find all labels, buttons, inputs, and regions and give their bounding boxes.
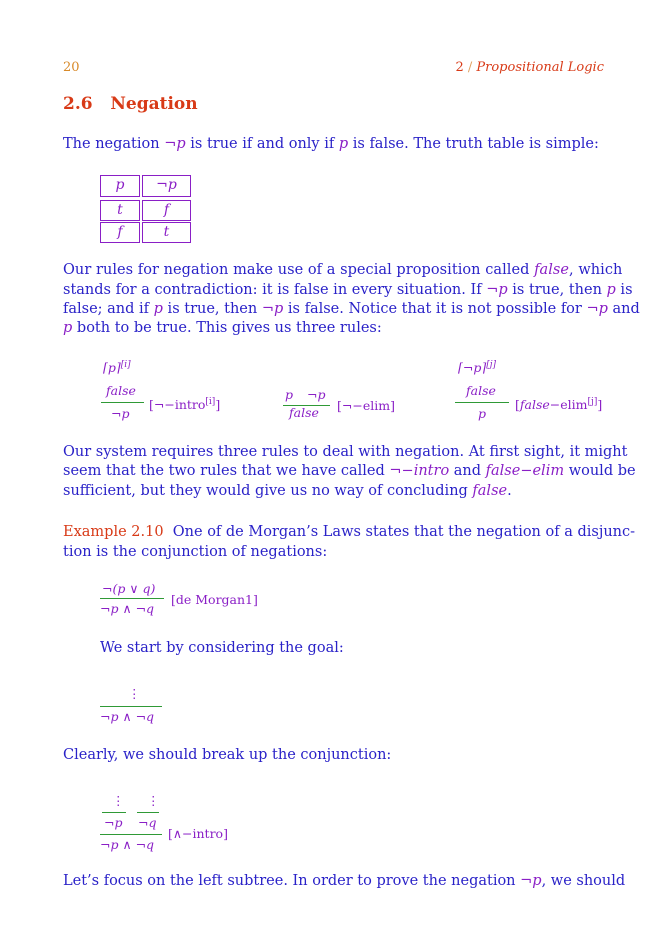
table-cell: t: [142, 222, 191, 243]
text-line: Example 2.10 One of de Morgan’s Laws states that the negation of a disjunc-: [63, 524, 636, 540]
math-p: p: [153, 301, 163, 317]
running-header: [455, 60, 604, 75]
inference-line: [100, 706, 162, 707]
inference-line: [100, 834, 162, 835]
table-cell: t: [100, 200, 140, 221]
table-cell: f: [100, 222, 140, 243]
text-line: [63, 262, 622, 278]
table-header-neg-p: ¬p: [142, 175, 191, 197]
right-premise: ¬q: [138, 815, 157, 830]
section-heading: [63, 94, 198, 114]
table-header-p: p: [100, 175, 140, 197]
rule-premise: false: [106, 383, 136, 398]
text-line: sufficient, but they would give us no way of concluding false.: [63, 483, 512, 499]
text-line: seem that the two rules that we have called ¬−intro and false−elim would be: [63, 463, 636, 479]
rule-premise-right: ¬p: [307, 387, 326, 402]
rule-conclusion: ¬p: [111, 406, 130, 421]
text-line: [63, 320, 382, 336]
law-label: [de Morgan1]: [171, 592, 258, 607]
text-line: tion is the conjunction of negations:: [63, 544, 328, 560]
inference-line: [100, 598, 164, 599]
law-conclusion: ¬p ∧ ¬q: [100, 601, 155, 616]
page-number: 20: [63, 60, 80, 75]
rule-premise-left: p: [285, 387, 294, 402]
rule-label: [¬−elim]: [337, 398, 395, 413]
header-slash: /: [467, 60, 473, 75]
text-line: Our system requires three rules to deal with negation. At first sight, it might: [63, 444, 628, 460]
inference-line: [102, 812, 126, 813]
paragraph-intro: [63, 136, 599, 152]
law-premise: ¬(p ∨ q): [102, 581, 156, 596]
math-p: p: [338, 136, 349, 152]
text-line: Let’s focus on the left subtree. In order to prove the negation ¬p, we should: [63, 873, 626, 889]
text: is true if and only if: [185, 136, 339, 152]
inference-line: [101, 402, 144, 403]
text: both to be true. This gives us three rules:: [72, 320, 382, 336]
text: is false. Notice that it is not possible for: [283, 301, 587, 317]
inference-line: [455, 402, 509, 403]
text: stands for a contradiction: it is false in every situation. If: [63, 282, 487, 298]
table-cell: f: [142, 200, 191, 221]
math-p: p: [63, 320, 73, 336]
rule-conclusion: false: [289, 405, 319, 420]
math-neg-p: ¬p: [164, 136, 186, 152]
section-number: 2.6: [63, 94, 93, 114]
text-line: [63, 282, 633, 298]
math-p: p: [606, 282, 616, 298]
text: Our rules for negation make use of a special proposition called: [63, 262, 535, 278]
chapter-number: 2: [455, 60, 464, 75]
conj-label: [∧−intro]: [168, 826, 228, 841]
goal-conclusion: ¬p ∧ ¬q: [100, 709, 155, 724]
text: is true, then: [162, 301, 262, 317]
rule-assumption: ⌈¬p⌉[j]: [458, 360, 497, 376]
text: is: [615, 282, 633, 298]
chapter-title: Propositional Logic: [476, 60, 604, 75]
rule-conclusion: p: [478, 406, 487, 421]
text-line: [63, 301, 640, 317]
text: , which: [569, 262, 623, 278]
math-neg-p: ¬p: [261, 301, 284, 317]
inference-line: [137, 812, 159, 813]
rule-premise: false: [466, 383, 496, 398]
left-premise: ¬p: [104, 815, 123, 830]
text: and: [607, 301, 640, 317]
conj-conclusion: ¬p ∧ ¬q: [100, 837, 155, 852]
text: The negation: [63, 136, 165, 152]
math-false: false: [534, 262, 569, 278]
math-neg-p: ¬p: [586, 301, 608, 317]
example-label: Example 2.10: [63, 524, 164, 540]
text: is false. The truth table is simple:: [348, 136, 599, 152]
text: false; and if: [63, 301, 154, 317]
rule-assumption: ⌈p⌉[i]: [103, 360, 131, 376]
right-dots: ⋮: [147, 793, 160, 808]
left-dots: ⋮: [112, 793, 125, 808]
math-neg-p: ¬p: [486, 282, 508, 298]
text: is true, then: [507, 282, 607, 298]
text-line: We start by considering the goal:: [100, 640, 344, 656]
goal-dots: ⋮: [128, 686, 141, 701]
rule-label: [false−elim[j]]: [515, 397, 603, 413]
section-title: Negation: [110, 94, 198, 114]
text-line: Clearly, we should break up the conjunction:: [63, 747, 392, 763]
rule-label: [¬−intro[i]]: [149, 397, 221, 413]
